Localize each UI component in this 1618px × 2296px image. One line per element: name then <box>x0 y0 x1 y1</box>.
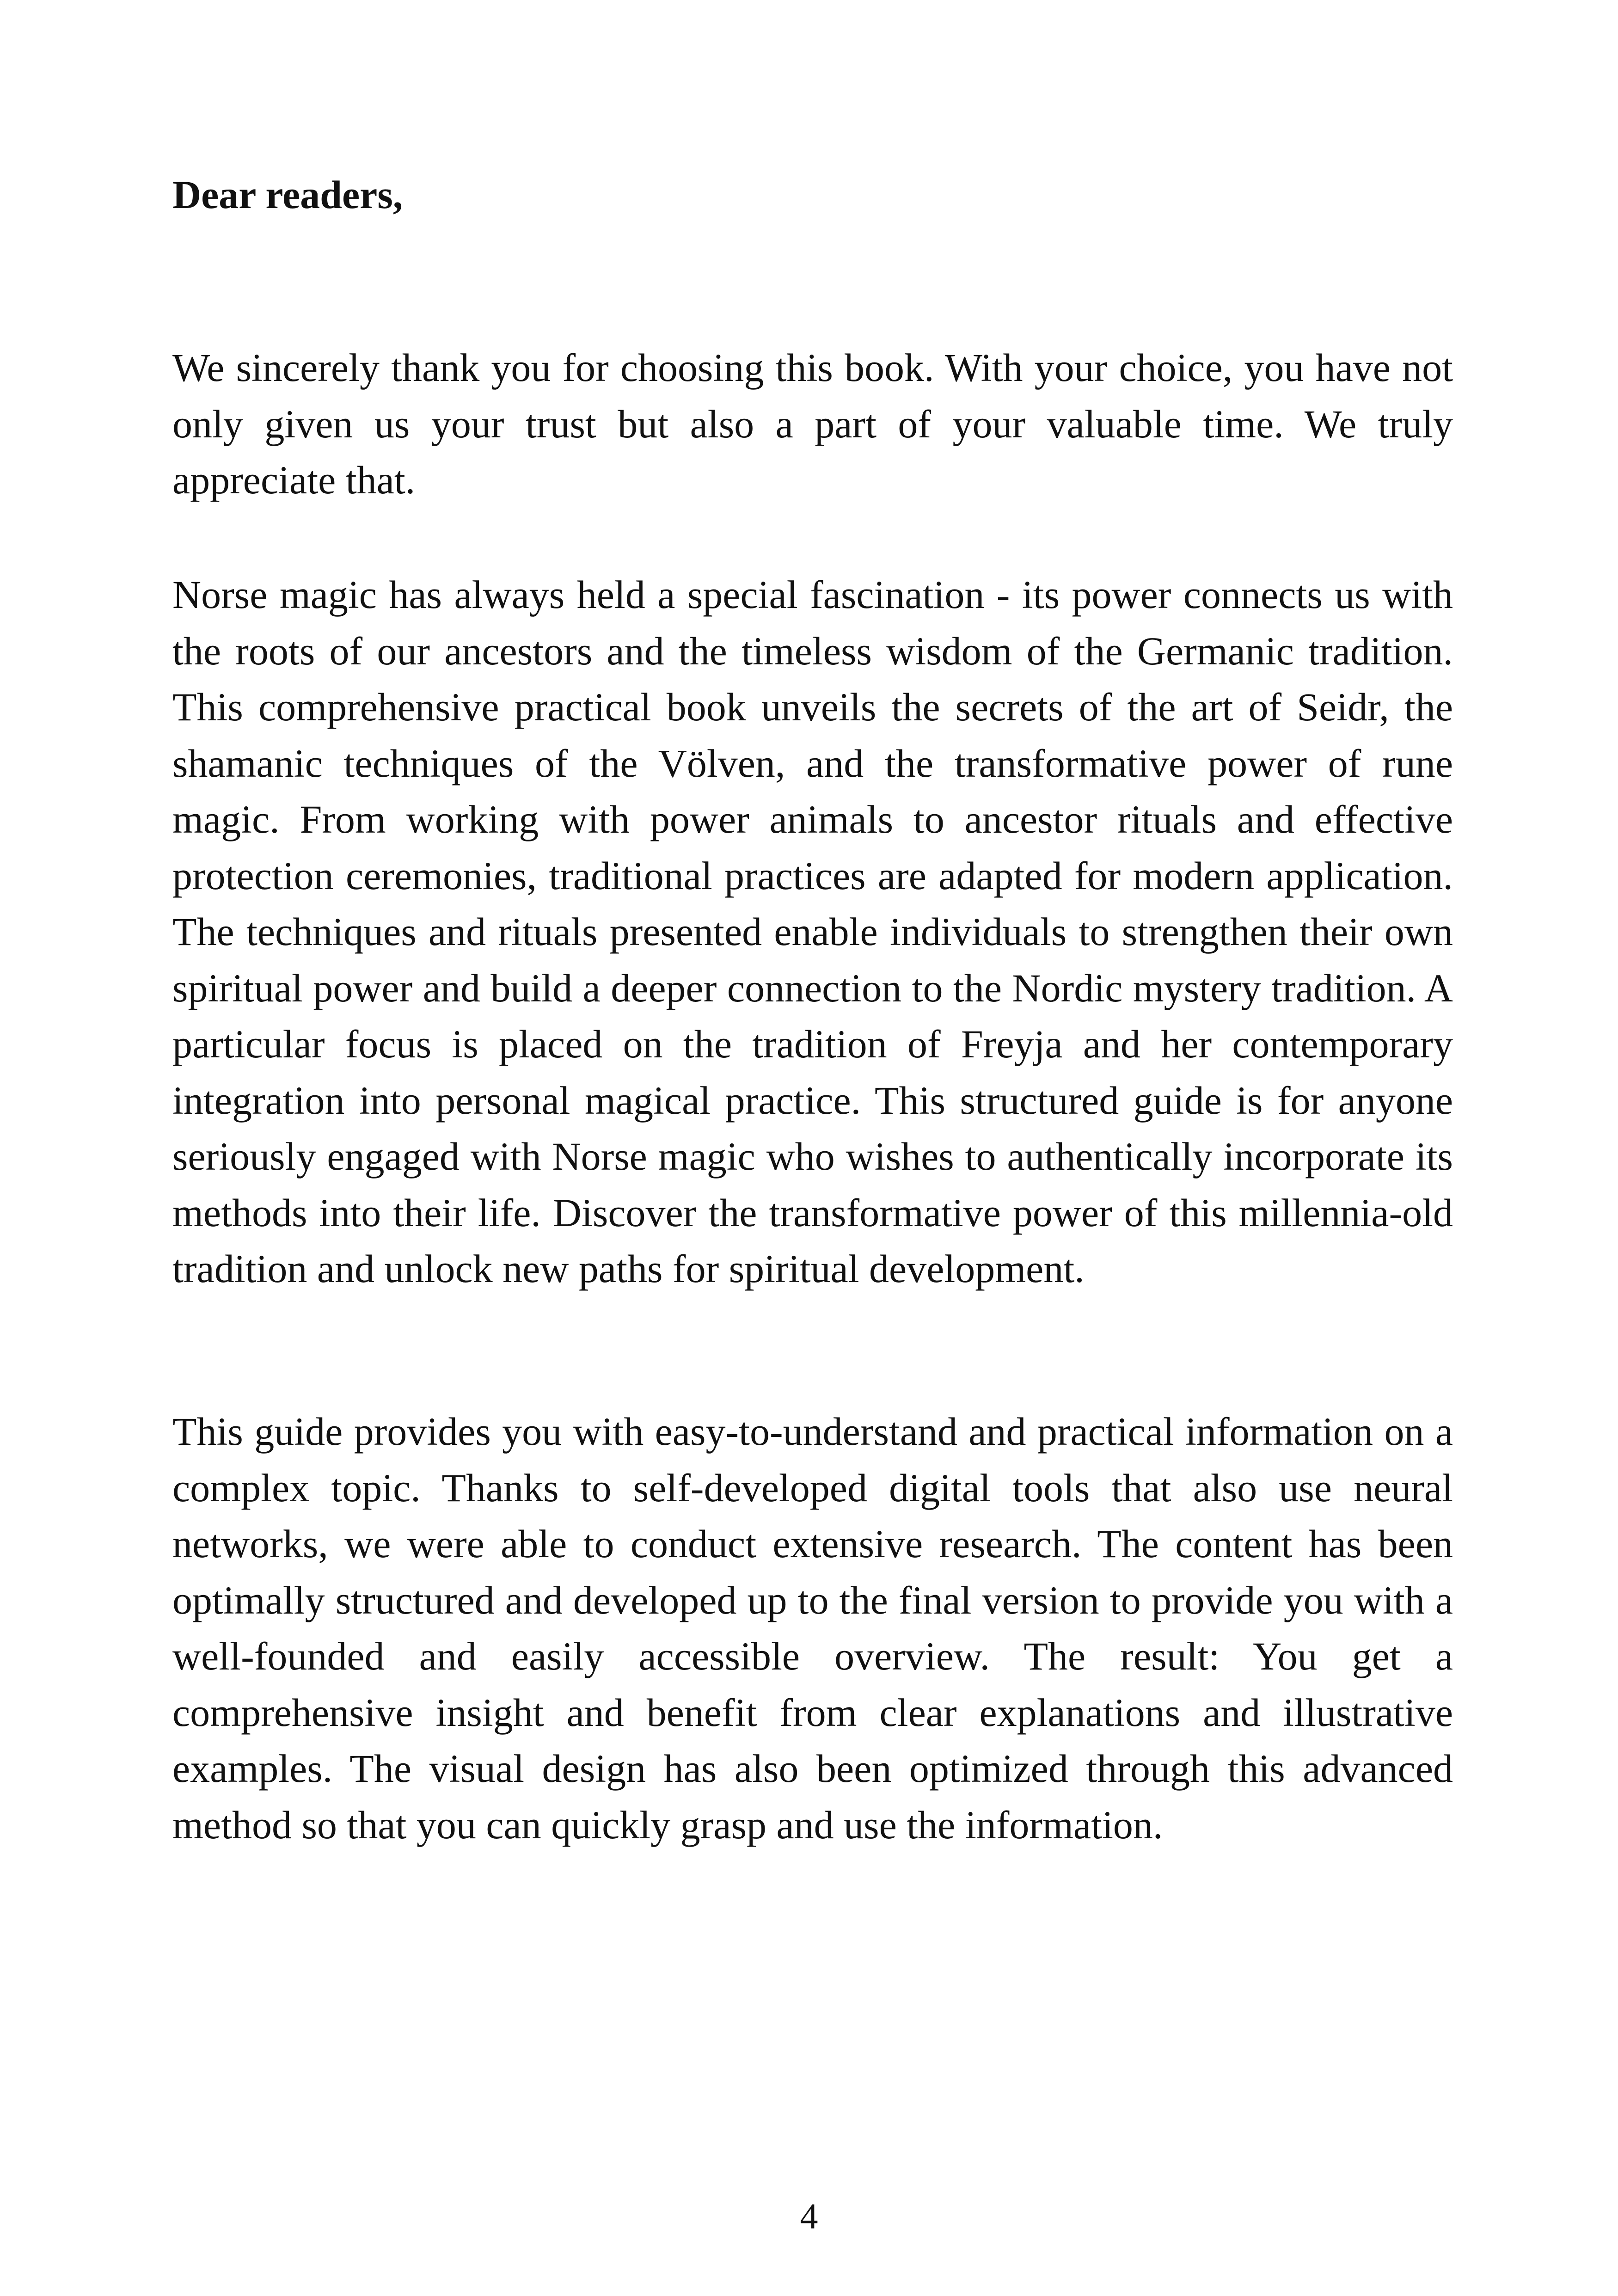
paragraph-guide-info: This guide provides you with easy-to-understand and practical information on a complex topic. Thanks to self-developed digital tools that also use neural networks, we were able to conduct extensive research. The content has been optimally structured and developed up to the final version to provide you with a well-founded and easily accessible overview. The result: You get a comprehensive insight and benefit from clear explanations and illustrative examples. The visual design has also been optimized through this advanced method so that you can quickly grasp and use the information. <box>172 1409 1453 1847</box>
paragraph-thanks: We sincerely thank you for choosing this book. With your choice, you have not only given us your trust but also a part of your valuable time. We truly appreciate that. <box>172 345 1453 502</box>
paragraph-norse-magic: Norse magic has always held a special fascination - its power connects us with the roots of our ancestors and the timeless wisdom of the Germanic tradition. This comprehensive practical book unveils the secrets of the art of Seidr, the shamanic techniques of the Völven, and the transformative power of rune magic. From working with power animals to ancestor rituals and effective protection ceremonies, traditional practices are adapted for modern application. The techniques and rituals presented enable individuals to strengthen their own spiritual power and build a deeper connection to the Nordic mystery tradition. A particular focus is placed on the tradition of Freyja and her contemporary integration into personal magical practice. This structured guide is for anyone seriously engaged with Norse magic who wishes to authentically incorporate its methods into their life. Discover the transformative power of this millennia-old tradition and unlock new paths for spiritual development. <box>172 572 1453 1291</box>
salutation-heading: Dear readers, <box>172 172 403 217</box>
page-number: 4 <box>800 2196 818 2236</box>
